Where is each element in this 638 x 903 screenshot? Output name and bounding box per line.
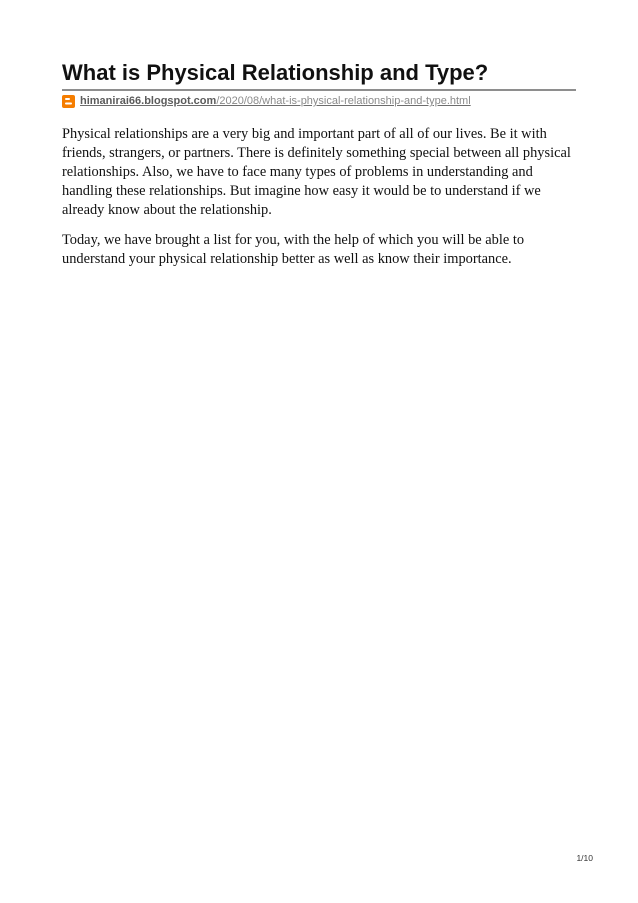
- article-body: [62, 125, 582, 280]
- title-divider: [62, 89, 576, 91]
- source-domain: himanirai66.blogspot.com: [80, 95, 217, 107]
- paragraph: Physical relationships are a very big and important part of all of our lives. Be it with friends, strangers, or partners. There is definitely something special between all physical relationships. Also, we have to face many types of problems in understanding and handling these relationships. But imagine how easy it would be to understand if we already know about the relationship.: [62, 126, 571, 218]
- paragraph: Today, we have brought a list for you, with the help of which you will be able to understand your physical relationship better as well as know their importance.: [62, 232, 525, 267]
- source-line: [62, 93, 471, 109]
- source-path: /2020/08/what-is-physical-relationship-and-type.html: [216, 95, 471, 107]
- page-title: What is Physical Relationship and Type?: [62, 60, 489, 85]
- source-url-link[interactable]: [80, 94, 471, 108]
- page-number: 1/10: [576, 853, 593, 863]
- blogger-icon: [62, 95, 75, 108]
